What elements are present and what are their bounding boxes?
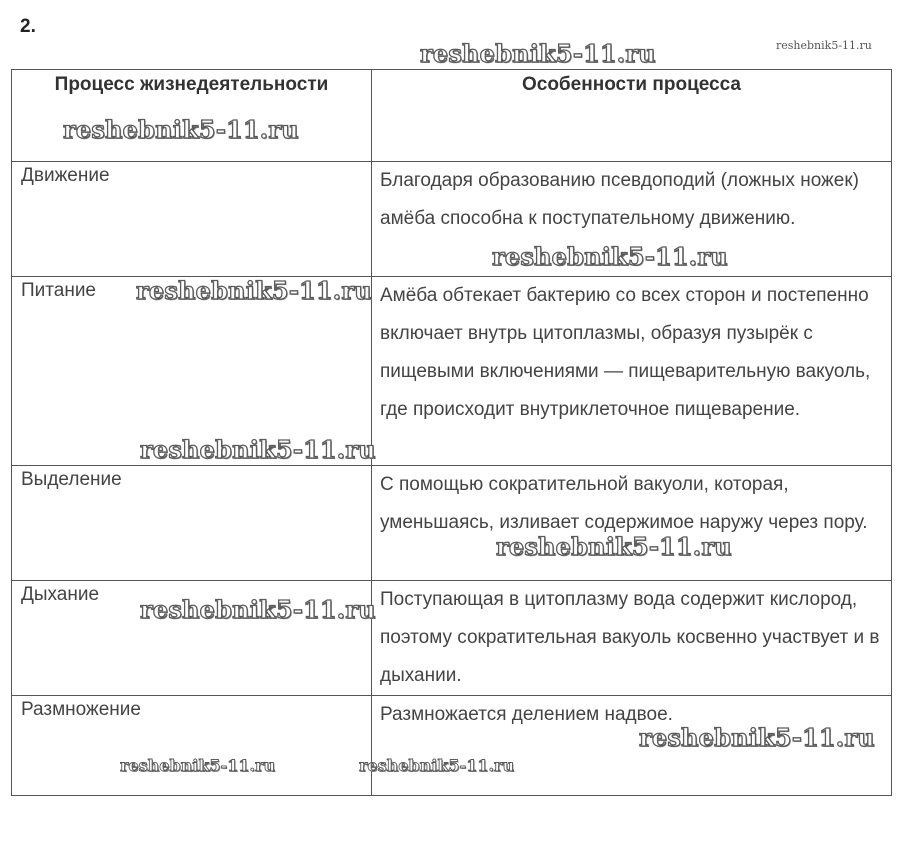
watermark: reshebnik5-11.ru (496, 532, 732, 561)
watermark: reshebnik5-11.ru (140, 595, 376, 624)
process-cell: Размножение (21, 699, 141, 720)
watermark: reshebnik5-11.ru (63, 115, 299, 144)
watermark: reshebnik5-11.ru (120, 756, 276, 775)
feature-cell: Амёба обтекает бактерию со всех сторон и постепенно включает внутрь цитоплазмы, образуя пузырёк с пищевыми включениями — пищеварительную вакуоль, где происходит внутриклеточное пищеварение. (380, 285, 871, 420)
watermark: reshebnik5-11.ru (359, 756, 515, 775)
watermark: reshebnik5-11.ru (639, 723, 875, 752)
table-row (12, 277, 892, 466)
table-row (12, 581, 892, 696)
watermark: reshebnik5-11.ru (136, 276, 372, 305)
process-cell: Выделение (21, 469, 122, 490)
process-table (11, 69, 892, 796)
task-number: 2. (20, 16, 36, 37)
watermark: reshebnik5-11.ru (776, 39, 872, 52)
feature-cell: Размножается делением надвое. (380, 704, 673, 725)
header-cell (372, 70, 892, 162)
feature-cell: Благодаря образованию псевдоподий (ложных ножек) амёба способна к поступательному движению. (380, 170, 859, 229)
table-row (12, 162, 892, 277)
process-cell: Движение (21, 165, 110, 186)
process-cell: Питание (21, 280, 96, 301)
process-cell: Дыхание (21, 584, 100, 605)
header-feature: Особенности процесса (521, 74, 741, 95)
watermark: reshebnik5-11.ru (492, 242, 728, 271)
table-row (12, 696, 892, 796)
table-row (12, 466, 892, 581)
watermark: reshebnik5-11.ru (140, 435, 376, 464)
header-cell (12, 70, 372, 162)
feature-cell: Поступающая в цитоплазму вода содержит кислород, поэтому сократительная вакуоль косвенно участвует и в дыхании. (380, 589, 880, 686)
header-process: Процесс жизнедеятельности (54, 74, 329, 95)
watermark: reshebnik5-11.ru (420, 39, 656, 68)
table-header-row (12, 70, 892, 162)
feature-cell: С помощью сократительной вакуоли, которая, уменьшаясь, изливает содержимое наружу через пору. (380, 474, 868, 533)
